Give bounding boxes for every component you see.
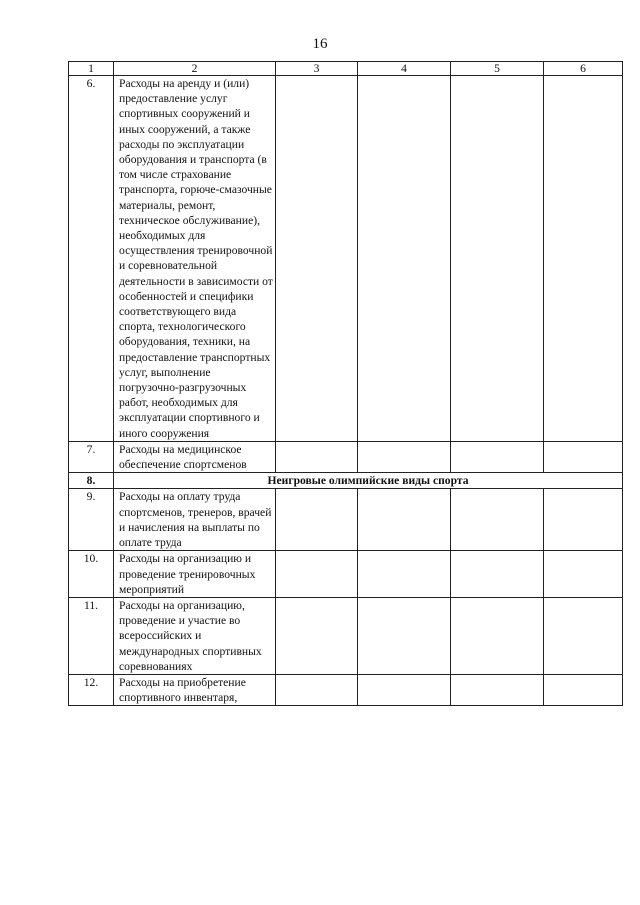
empty-cell (451, 76, 544, 442)
column-header: 2 (114, 62, 276, 76)
row-description: Расходы на организацию и проведение тренировочных мероприятий (114, 551, 276, 598)
row-number: 10. (69, 551, 114, 598)
row-number: 6. (69, 76, 114, 442)
empty-cell (451, 597, 544, 674)
empty-cell (358, 597, 451, 674)
row-description: Расходы на организацию, проведение и участие во всероссийских и международных спортивных соревнованиях (114, 597, 276, 674)
row-number: 9. (69, 489, 114, 551)
row-number: 7. (69, 441, 114, 472)
table-row (69, 674, 623, 705)
empty-cell (276, 76, 358, 442)
section-title: Неигровые олимпийские виды спорта (114, 473, 623, 489)
empty-cell (544, 441, 623, 472)
page-number: 16 (312, 36, 328, 52)
empty-cell (544, 674, 623, 705)
table-row (69, 597, 623, 674)
column-header: 1 (69, 62, 114, 76)
row-description: Расходы на аренду и (или) предоставление услуг спортивных сооружений и иных сооружений, а также расходы по эксплуатации оборудования и транспорта (в том числе страхование транспорта, горюче-смазочные материалы, ремонт, техническое обслуживание), необходимых для осуществления тренировочной и соревновательной деятельности в зависимости от особенностей и специфики соответствующего вида спорта, технологического оборудования, техники, на предоставление транспортных услуг, выполнение погрузочно-разгрузочных работ, необходимых для эксплуатации спортивного и иного сооружения (114, 76, 276, 442)
column-header: 5 (451, 62, 544, 76)
empty-cell (451, 441, 544, 472)
empty-cell (358, 674, 451, 705)
empty-cell (276, 489, 358, 551)
empty-cell (358, 551, 451, 598)
row-number: 11. (69, 597, 114, 674)
empty-cell (276, 551, 358, 598)
empty-cell (276, 441, 358, 472)
table-row (69, 551, 623, 598)
column-header: 3 (276, 62, 358, 76)
row-number: 12. (69, 674, 114, 705)
empty-cell (544, 551, 623, 598)
section-row (69, 473, 623, 489)
empty-cell (544, 597, 623, 674)
empty-cell (358, 441, 451, 472)
empty-cell (544, 489, 623, 551)
empty-cell (544, 76, 623, 442)
column-header: 6 (544, 62, 623, 76)
empty-cell (276, 597, 358, 674)
empty-cell (276, 674, 358, 705)
table-header-row (69, 62, 623, 76)
row-description: Расходы на медицинское обеспечение спортсменов (114, 441, 276, 472)
expense-table (68, 61, 623, 706)
empty-cell (358, 76, 451, 442)
row-number: 8. (69, 473, 114, 489)
empty-cell (358, 489, 451, 551)
row-description: Расходы на оплату труда спортсменов, тренеров, врачей и начисления на выплаты по оплате труда (114, 489, 276, 551)
row-description: Расходы на приобретение спортивного инвентаря, (114, 674, 276, 705)
empty-cell (451, 489, 544, 551)
table-row (69, 441, 623, 472)
column-header: 4 (358, 62, 451, 76)
empty-cell (451, 551, 544, 598)
empty-cell (451, 674, 544, 705)
table-row (69, 76, 623, 442)
table-row (69, 489, 623, 551)
